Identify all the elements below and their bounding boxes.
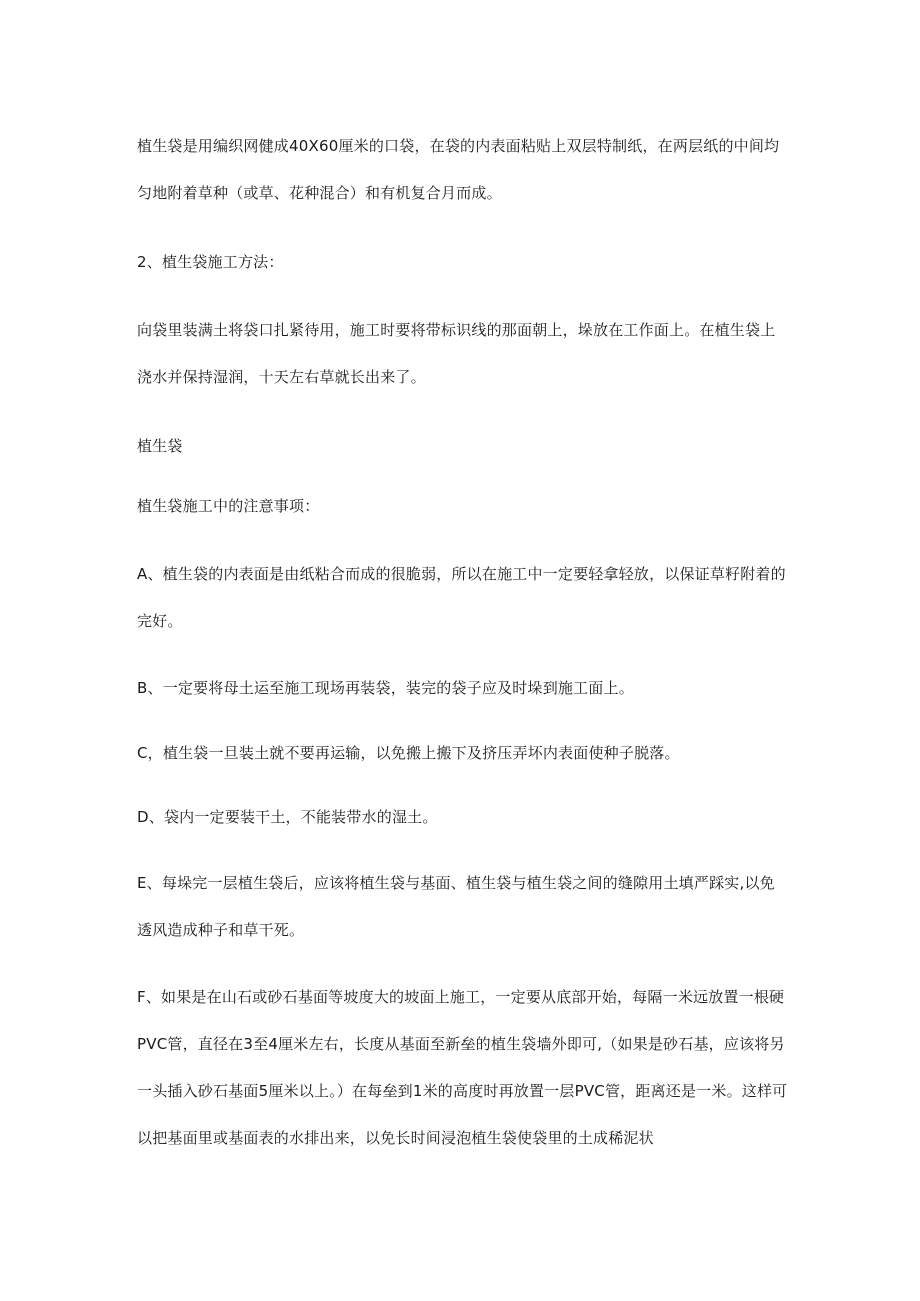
paragraph-intro: 植生袋是用编织网健成40X60厘米的口袋，在袋的内表面粘贴上双层特制纸，在两层纸的中间均匀地附着草种（或草、花种混合）和有机复合月而成。: [137, 137, 780, 202]
paragraph-label: 植生袋: [137, 437, 183, 455]
paragraph-precaution-d: D、袋内一定要装干土，不能装带水的湿土。: [137, 808, 438, 826]
paragraph-precaution-e: E、每垛完一层植生袋后，应该将植生袋与基面、植生袋与植生袋之间的缝隙用土填严踩实,以免透风造成种子和草干死。: [137, 874, 775, 939]
paragraph-construction-method: 向袋里装满土将袋口扎紧待用，施工时要将带标识线的那面朝上，垛放在工作面上。在植生袋上浇水并保持湿润，十天左右草就长出来了。: [137, 321, 776, 386]
paragraph-precaution-b: B、一定要将母土运至施工现场再装袋，装完的袋子应及时垛到施工面上。: [137, 679, 634, 697]
paragraph-precaution-f: F、如果是在山石或砂石基面等坡度大的坡面上施工，一定要从底部开始，每隔一米远放置一根硬PVC管，直径在3至4厘米左右，长度从基面至新垒的植生袋墙外即可,（如果是砂石基，应该将另一头插入砂石基面5厘米以上。）在每垒到1米的高度时再放置一层PVC管，距离还是一米。这样可以把基面里或基面表的水排出来，以免长时间浸泡植生袋使袋里的土成稀泥状: [137, 988, 788, 1147]
paragraph-precaution-a: A、植生袋的内表面是由纸粘合而成的很脆弱，所以在施工中一定要轻拿轻放，以保证草籽附着的完好。: [137, 565, 786, 630]
section-heading-construction-method: 2、植生袋施工方法：: [137, 253, 284, 271]
paragraph-precaution-c: C，植生袋一旦装土就不要再运输，以免搬上搬下及挤压弄坏内表面使种子脱落。: [137, 744, 680, 762]
section-heading-precautions: 植生袋施工中的注意事项：: [137, 497, 320, 515]
